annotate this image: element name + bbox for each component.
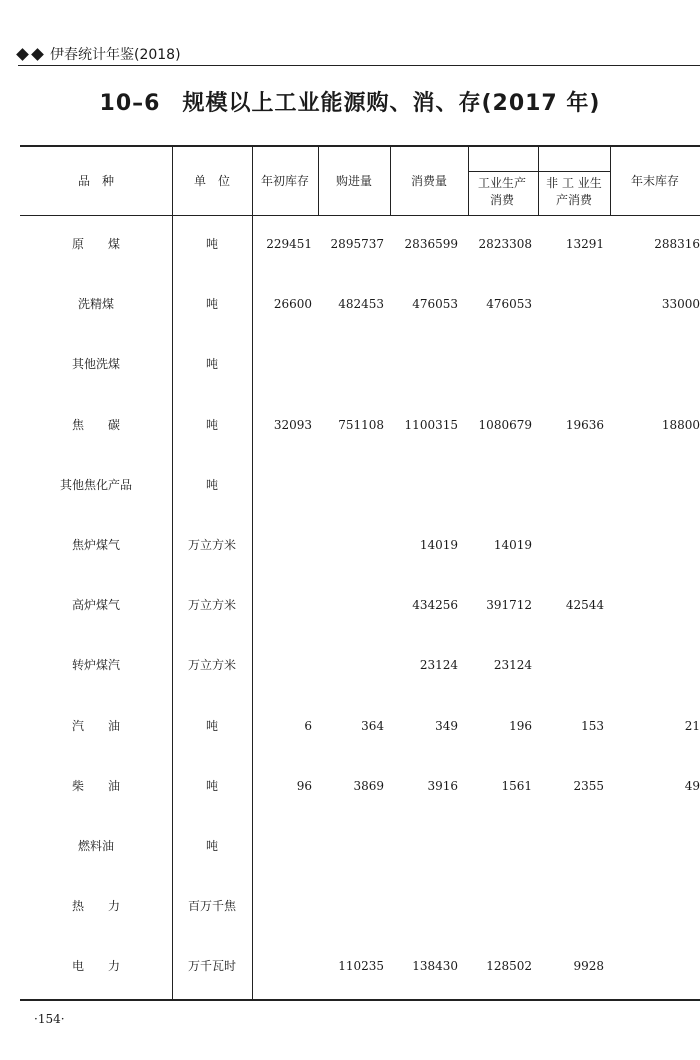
cell-purchases: 2895737 bbox=[330, 237, 384, 251]
cell-industrial-consumption: 128502 bbox=[486, 959, 532, 973]
diamond-icon bbox=[31, 48, 44, 61]
cell-variety: 高炉煤气 bbox=[71, 598, 120, 612]
cell-industrial-consumption: 196 bbox=[509, 719, 532, 733]
cell-unit: 吨 bbox=[205, 237, 218, 251]
cell-variety: 电 力 bbox=[71, 959, 120, 973]
header-purchases: 购进量 bbox=[335, 174, 372, 188]
header-industrial-consumption: 工业生产消费 bbox=[478, 176, 527, 207]
cell-closing-stock: 49 bbox=[684, 779, 700, 793]
cell-variety: 燃料油 bbox=[77, 839, 114, 853]
header-non-industrial-consumption: 非 工 业生产消费 bbox=[546, 176, 602, 207]
cell-non-industrial-consumption: 13291 bbox=[565, 237, 604, 251]
cell-non-industrial-consumption: 42544 bbox=[565, 598, 604, 612]
cell-unit: 吨 bbox=[205, 418, 218, 432]
cell-industrial-consumption: 1561 bbox=[501, 779, 532, 793]
cell-industrial-consumption: 476053 bbox=[486, 297, 532, 311]
cell-closing-stock: 21 bbox=[684, 719, 700, 733]
table-title: 规模以上工业能源购、消、存(2017 年) bbox=[182, 91, 601, 116]
book-title: 伊春统计年鉴(2018) bbox=[50, 47, 181, 63]
cell-closing-stock: 18800 bbox=[661, 418, 700, 432]
cell-consumption: 434256 bbox=[412, 598, 458, 612]
cell-purchases: 364 bbox=[361, 719, 384, 733]
cell-unit: 万立方米 bbox=[187, 658, 236, 672]
cell-purchases: 751108 bbox=[338, 418, 384, 432]
cell-unit: 吨 bbox=[205, 839, 218, 853]
cell-consumption: 349 bbox=[435, 719, 458, 733]
cell-opening-stock: 229451 bbox=[266, 237, 312, 251]
cell-consumption: 3916 bbox=[427, 779, 458, 793]
header-unit: 单 位 bbox=[193, 174, 230, 188]
cell-unit: 吨 bbox=[205, 478, 218, 492]
cell-variety: 焦炉煤气 bbox=[71, 538, 120, 552]
column-divider bbox=[538, 147, 539, 215]
cell-unit: 万立方米 bbox=[187, 598, 236, 612]
cell-purchases: 3869 bbox=[353, 779, 384, 793]
cell-industrial-consumption: 14019 bbox=[493, 538, 532, 552]
cell-consumption: 14019 bbox=[419, 538, 458, 552]
cell-non-industrial-consumption: 19636 bbox=[565, 418, 604, 432]
page-number: ·154· bbox=[34, 1012, 65, 1026]
cell-industrial-consumption: 2823308 bbox=[478, 237, 532, 251]
cell-closing-stock: 33000 bbox=[661, 297, 700, 311]
cell-variety: 焦 碳 bbox=[71, 418, 120, 432]
header-variety: 品 种 bbox=[77, 174, 114, 188]
cell-purchases: 110235 bbox=[338, 959, 384, 973]
cell-opening-stock: 6 bbox=[304, 719, 312, 733]
column-divider bbox=[172, 147, 173, 999]
running-header bbox=[18, 44, 181, 64]
cell-unit: 吨 bbox=[205, 357, 218, 371]
cell-consumption: 2836599 bbox=[404, 237, 458, 251]
cell-variety: 原 煤 bbox=[71, 237, 120, 251]
cell-consumption: 138430 bbox=[412, 959, 458, 973]
cell-opening-stock: 26600 bbox=[273, 297, 312, 311]
cell-unit: 万千瓦时 bbox=[187, 959, 236, 973]
cell-variety: 热 力 bbox=[71, 899, 120, 913]
header-subrule bbox=[468, 171, 610, 172]
cell-consumption: 1100315 bbox=[404, 418, 458, 432]
diamond-icon bbox=[16, 48, 29, 61]
column-divider bbox=[468, 147, 469, 215]
header-bottom-rule bbox=[20, 215, 700, 216]
cell-opening-stock: 96 bbox=[296, 779, 312, 793]
cell-unit: 吨 bbox=[205, 779, 218, 793]
table-number: 10–6 bbox=[99, 91, 161, 116]
column-divider bbox=[252, 147, 253, 999]
header-consumption: 消费量 bbox=[410, 174, 447, 188]
cell-non-industrial-consumption: 2355 bbox=[573, 779, 604, 793]
cell-unit: 百万千焦 bbox=[187, 899, 236, 913]
cell-non-industrial-consumption: 9928 bbox=[573, 959, 604, 973]
cell-variety: 汽 油 bbox=[71, 719, 120, 733]
cell-consumption: 23124 bbox=[419, 658, 458, 672]
cell-consumption: 476053 bbox=[412, 297, 458, 311]
cell-variety: 其他焦化产品 bbox=[59, 478, 132, 492]
cell-variety: 洗精煤 bbox=[77, 297, 114, 311]
header-rule bbox=[18, 65, 700, 66]
cell-closing-stock: 288316 bbox=[654, 237, 700, 251]
header-opening-stock: 年初库存 bbox=[260, 174, 309, 188]
cell-variety: 柴 油 bbox=[71, 779, 120, 793]
cell-unit: 万立方米 bbox=[187, 538, 236, 552]
cell-unit: 吨 bbox=[205, 297, 218, 311]
cell-non-industrial-consumption: 153 bbox=[581, 719, 604, 733]
cell-opening-stock: 32093 bbox=[273, 418, 312, 432]
cell-purchases: 482453 bbox=[338, 297, 384, 311]
page-title bbox=[0, 86, 700, 117]
cell-variety: 其他洗煤 bbox=[71, 357, 120, 371]
cell-industrial-consumption: 391712 bbox=[486, 598, 532, 612]
header-closing-stock: 年末库存 bbox=[630, 174, 679, 188]
cell-variety: 转炉煤汽 bbox=[71, 658, 120, 672]
cell-industrial-consumption: 1080679 bbox=[478, 418, 532, 432]
energy-table bbox=[20, 145, 700, 1001]
cell-unit: 吨 bbox=[205, 719, 218, 733]
cell-industrial-consumption: 23124 bbox=[493, 658, 532, 672]
